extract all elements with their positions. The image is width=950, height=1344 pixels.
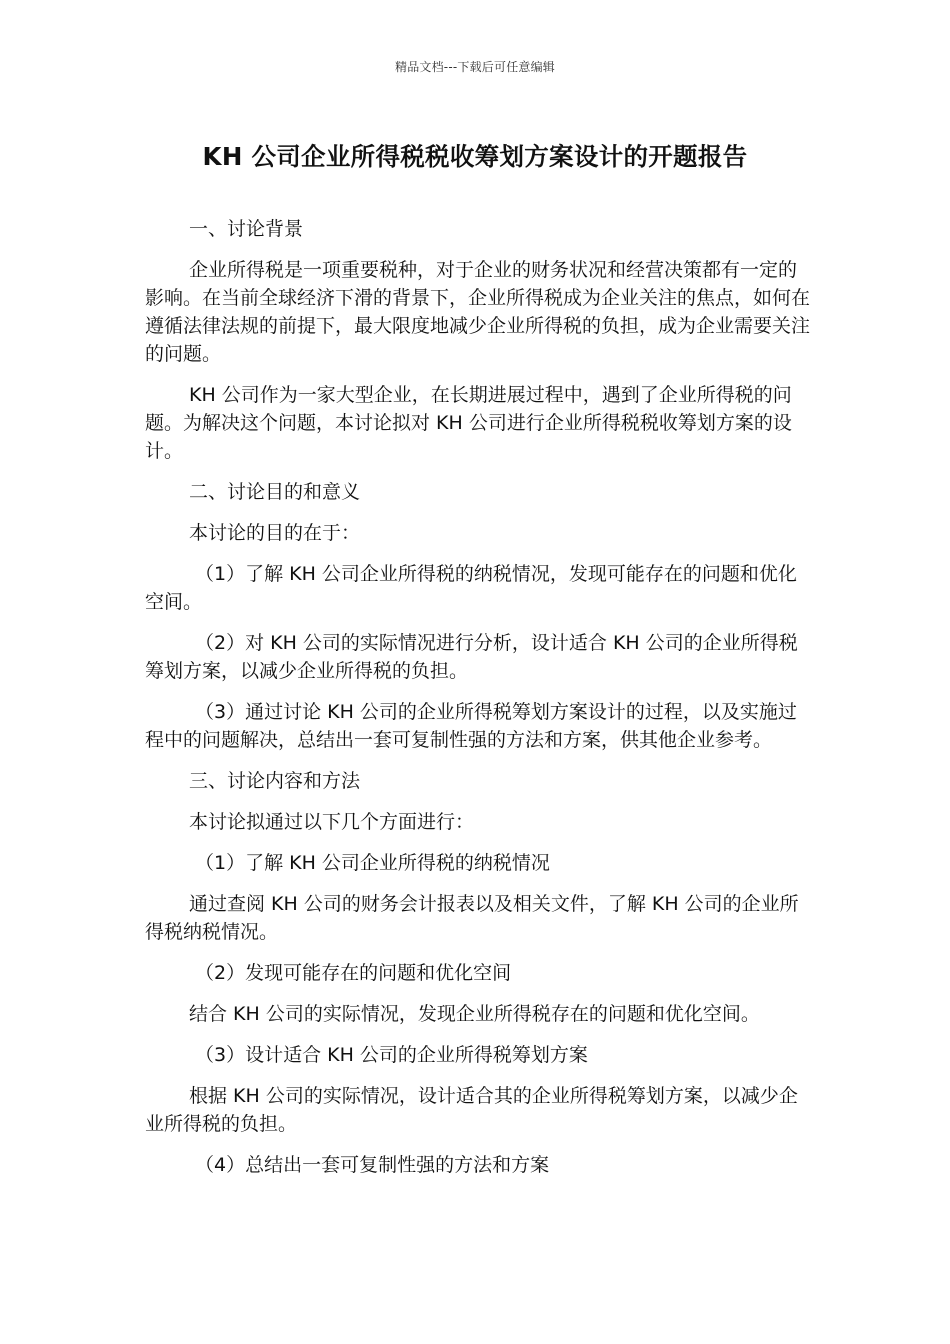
- section-heading-background: 一、讨论背景: [189, 218, 304, 240]
- list-item: （2）发现可能存在的问题和优化空间: [195, 962, 512, 984]
- section-heading-purpose: 二、讨论目的和意义: [189, 481, 361, 503]
- paragraph: 企业所得税是一项重要税种，对于企业的财务状况和经营决策都有一定的影响。在当前全球经济下滑的背景下，企业所得税成为企业关注的焦点，如何在遵循法律法规的前提下，最大限度地减少企业所得税的负担，成为企业需要关注的问题。: [145, 259, 811, 365]
- list-item: （4）总结出一套可复制性强的方法和方案: [195, 1154, 550, 1176]
- list-item: （2）对 KH 公司的实际情况进行分析，设计适合 KH 公司的企业所得税筹划方案，以减少企业所得税的负担。: [145, 632, 798, 682]
- section-heading-content: 三、讨论内容和方法: [189, 770, 361, 792]
- list-item: （1）了解 KH 公司企业所得税的纳税情况: [195, 852, 550, 874]
- paragraph: 本讨论拟通过以下几个方面进行：: [189, 811, 475, 833]
- document-title: KH 公司企业所得税税收筹划方案设计的开题报告: [202, 142, 748, 171]
- paragraph: 通过查阅 KH 公司的财务会计报表以及相关文件，了解 KH 公司的企业所得税纳税情况。: [145, 893, 799, 943]
- page-header: 精品文档---下载后可任意编辑: [395, 60, 555, 74]
- paragraph: 本讨论的目的在于：: [189, 522, 361, 544]
- paragraph: 根据 KH 公司的实际情况，设计适合其的企业所得税筹划方案，以减少企业所得税的负担。: [145, 1085, 798, 1135]
- paragraph: 结合 KH 公司的实际情况，发现企业所得税存在的问题和优化空间。: [189, 1003, 760, 1025]
- paragraph: KH 公司作为一家大型企业，在长期进展过程中，遇到了企业所得税的问题。为解决这个问题，本讨论拟对 KH 公司进行企业所得税税收筹划方案的设计。: [145, 384, 792, 462]
- list-item: （3）设计适合 KH 公司的企业所得税筹划方案: [195, 1044, 588, 1066]
- list-item: （1）了解 KH 公司企业所得税的纳税情况，发现可能存在的问题和优化空间。: [145, 563, 797, 613]
- document-body: [145, 215, 810, 1192]
- list-item: （3）通过讨论 KH 公司的企业所得税筹划方案设计的过程，以及实施过程中的问题解决，总结出一套可复制性强的方法和方案，供其他企业参考。: [145, 701, 797, 751]
